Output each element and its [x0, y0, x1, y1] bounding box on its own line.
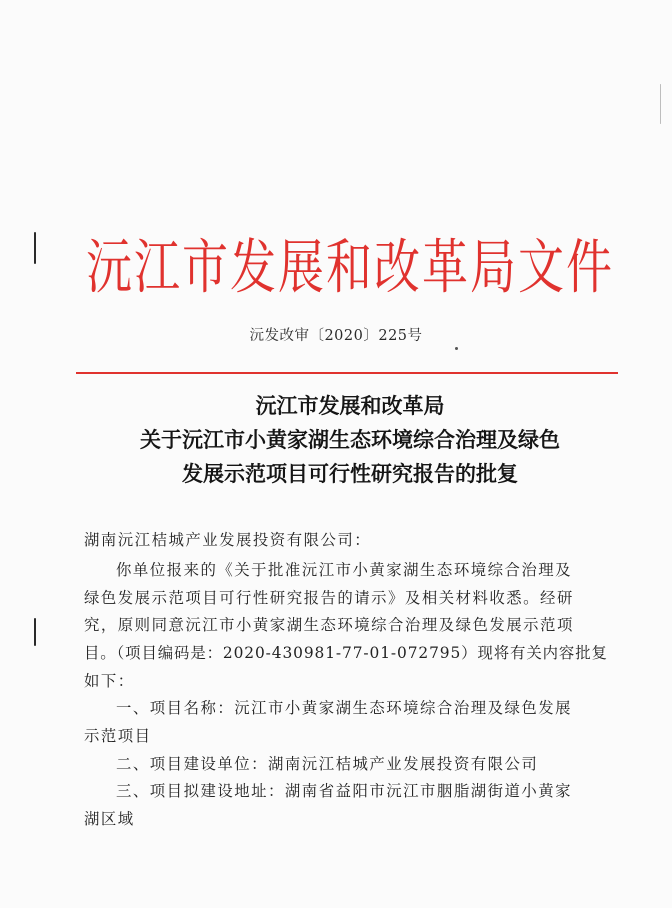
body-line: 湖区域	[84, 810, 135, 828]
title-line-1: 沅江市发展和改革局	[255, 393, 445, 418]
body-line: 如下：	[84, 672, 135, 690]
scan-dust-dot	[455, 347, 458, 350]
document-number: 沅发改审〔2020〕225号	[249, 328, 423, 344]
red-separator-rule	[76, 372, 618, 374]
document-issuer-header: 沅江市发展和改革局文件	[86, 232, 614, 302]
body-line: 三、项目拟建设地址：湖南省益阳市沅江市胭脂湖街道小黄家	[116, 782, 573, 800]
scan-edge-shadow	[660, 84, 661, 124]
scan-artifact-mark	[34, 618, 36, 646]
body-line: 你单位报来的《关于批准沅江市小黄家湖生态环境综合治理及	[116, 561, 573, 579]
addressee: 湖南沅江桔城产业发展投资有限公司：	[84, 531, 372, 549]
body-line: 绿色发展示范项目可行性研究报告的请示》及相关材料收悉。经研	[84, 589, 574, 607]
title-line-3: 发展示范项目可行性研究报告的批复	[182, 461, 518, 486]
body-line: 二、项目建设单位：湖南沅江桔城产业发展投资有限公司	[116, 755, 539, 773]
title-line-2: 关于沅江市小黄家湖生态环境综合治理及绿色	[140, 427, 560, 452]
body-line: 目。（项目编码是：2020-430981-77-01-072795）现将有关内容批复	[84, 644, 608, 662]
scan-artifact-mark	[34, 232, 36, 264]
body-line: 示范项目	[84, 727, 152, 745]
body-line: 究，原则同意沅江市小黄家湖生态环境综合治理及绿色发展示范项	[84, 616, 574, 634]
body-line: 一、项目名称：沅江市小黄家湖生态环境综合治理及绿色发展	[116, 699, 573, 717]
